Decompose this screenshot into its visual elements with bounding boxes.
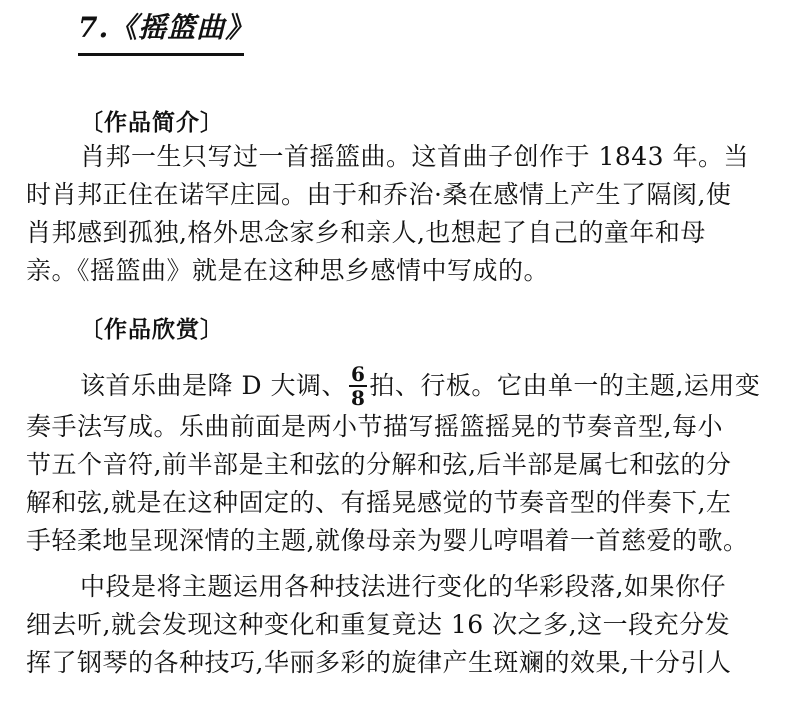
section-heading-appreciation: 〔作品欣赏〕 (80, 316, 224, 343)
text-line: 肖邦一生只写过一首摇篮曲。这首曲子创作于 1843 年。当 (80, 142, 750, 171)
text-fragment: 该首乐曲是降 D 大调、 (80, 371, 347, 400)
fraction-denominator: 8 (350, 385, 366, 408)
text-line: 节五个音符,前半部是主和弦的分解和弦,后半部是属七和弦的分 (26, 450, 732, 479)
middle-section-paragraph (26, 568, 766, 682)
text-line: 亲。《摇篮曲》就是在这种思乡感情中写成的。 (26, 256, 550, 285)
text-fragment: 拍、行板。它由单一的主题,运用变 (369, 371, 761, 400)
time-signature-fraction (349, 364, 367, 408)
section-heading-introduction: 〔作品简介〕 (80, 109, 224, 136)
title-underline (78, 53, 244, 56)
text-line: 肖邦感到孤独,格外思念家乡和亲人,也想起了自己的童年和母 (26, 218, 706, 247)
text-line: 手轻柔地呈现深情的主题,就像母亲为婴儿哼唱着一首慈爱的歌。 (26, 526, 749, 555)
appreciation-paragraph (26, 364, 766, 560)
text-line-with-fraction (26, 364, 766, 408)
text-line: 挥了钢琴的各种技巧,华丽多彩的旋律产生斑斓的效果,十分引人 (26, 648, 732, 677)
introduction-paragraph (26, 138, 766, 290)
text-line: 时肖邦正住在诺罕庄园。由于和乔治·桑在感情上产生了隔阂,使 (26, 180, 732, 209)
fraction-numerator: 6 (350, 364, 366, 386)
text-line: 解和弦,就是在这种固定的、有摇晃感觉的节奏音型的伴奏下,左 (26, 488, 732, 517)
text-line: 细去听,就会发现这种变化和重复竟达 16 次之多,这一段充分发 (26, 610, 731, 639)
text-line: 中段是将主题运用各种技法进行变化的华彩段落,如果你仔 (80, 572, 726, 601)
text-line: 奏手法写成。乐曲前面是两小节描写摇篮摇晃的节奏音型,每小 (26, 412, 723, 441)
page-title: 7.《摇篮曲》 (78, 11, 255, 44)
